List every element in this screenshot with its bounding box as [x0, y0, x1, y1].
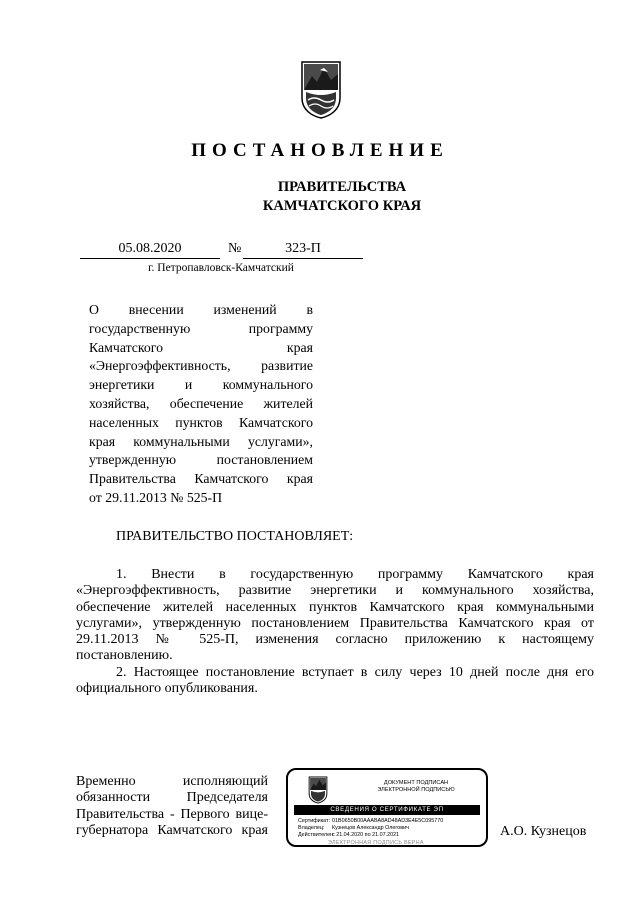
signatory-line: Правительства - Первого вице-: [76, 806, 268, 822]
stamp-header: СВЕДЕНИЯ О СЕРТИФИКАТЕ ЭП: [294, 805, 480, 815]
signatory-position: [76, 774, 268, 839]
subject-line: населенных пунктов Камчатского: [89, 414, 313, 430]
item-line: услугами», утвержденную постановлением Правительства Камчатского края от: [76, 615, 594, 631]
stamp-row-value: 01B0650B00AAABA8AD48AD3E4E5C095770: [332, 818, 444, 824]
document-subject: [89, 301, 313, 508]
stamp-row-value: Кузнецов Александр Олегович: [332, 825, 409, 831]
stamp-title-line: ДОКУМЕНТ ПОДПИСАН: [383, 780, 449, 786]
item-line: 1. Внести в государственную программу Камчатского края: [116, 567, 594, 582]
document-type-title: ПОСТАНОВЛЕНИЕ: [191, 140, 449, 161]
subject-line: Правительства Камчатского края: [89, 471, 313, 487]
issuer-line: ПРАВИТЕЛЬСТВА: [277, 179, 407, 195]
signatory-line: Временно исполняющий: [76, 774, 268, 789]
subject-line: утвержденную постановлением: [89, 452, 313, 468]
subject-line: хозяйства, обеспечение жителей: [89, 395, 313, 411]
subject-line: от 29.11.2013 № 525-П: [89, 489, 223, 505]
electronic-signature-stamp: [286, 768, 488, 847]
stamp-row-value: с 21.04.2020 по 21.07.2021: [332, 832, 400, 838]
resolution-items: [76, 567, 594, 697]
subject-line: энергетики и коммунального: [89, 377, 313, 393]
stamp-row-key: Сертификат:: [298, 818, 331, 824]
item-line: 2. Настоящее постановление вступает в силу через 10 дней после дня его: [116, 664, 594, 680]
kamchatka-emblem-icon: [300, 60, 342, 120]
document-number: 323-П: [243, 241, 363, 259]
item-line: «Энергоэффективность, развитие энергетики и коммунального хозяйства,: [76, 583, 594, 599]
subject-line: края коммунальными услугами»,: [89, 433, 313, 449]
signatory-line: обязанности Председателя: [76, 790, 268, 806]
stamp-row-owner: [298, 825, 409, 832]
subject-line: Камчатского края: [89, 339, 313, 355]
subject-line: государственную программу: [89, 320, 313, 336]
resolve-heading: ПРАВИТЕЛЬСТВО ПОСТАНОВЛЯЕТ:: [116, 529, 354, 544]
city-line: г. Петропавловск-Камчатский: [148, 262, 294, 274]
signatory-line: губернатора Камчатского края: [76, 822, 268, 838]
stamp-row-key: Действителен:: [298, 832, 335, 838]
stamp-row-key: Владелец:: [298, 825, 325, 831]
stamp-row-certificate: [298, 818, 443, 825]
subject-line: «Энергоэффективность, развитие: [89, 358, 313, 374]
stamp-row-validity: [298, 832, 399, 839]
stamp-footer: ЭЛЕКТРОННАЯ ПОДПИСЬ ВЕРНА: [328, 840, 424, 846]
item-line: обеспечение жителей населенных пунктов Камчатского края коммунальными: [76, 599, 594, 615]
document-date: 05.08.2020: [80, 241, 220, 259]
signatory-name: А.О. Кузнецов: [500, 824, 587, 839]
issuer-block: [0, 178, 640, 216]
item-line: 29.11.2013 № 525-П, изменения согласно приложению к настоящему: [76, 632, 594, 648]
kamchatka-emblem-icon: [308, 776, 328, 804]
item-line: официального опубликования.: [76, 681, 258, 697]
item-line: постановлению.: [76, 648, 173, 664]
stamp-title-line: ЭЛЕКТРОННОЙ ПОДПИСЬЮ: [377, 787, 455, 793]
number-sign: №: [228, 241, 242, 256]
subject-line: О внесении изменений в: [89, 302, 313, 317]
stamp-title: [346, 780, 486, 794]
issuer-line: КАМЧАТСКОГО КРАЯ: [262, 198, 422, 214]
